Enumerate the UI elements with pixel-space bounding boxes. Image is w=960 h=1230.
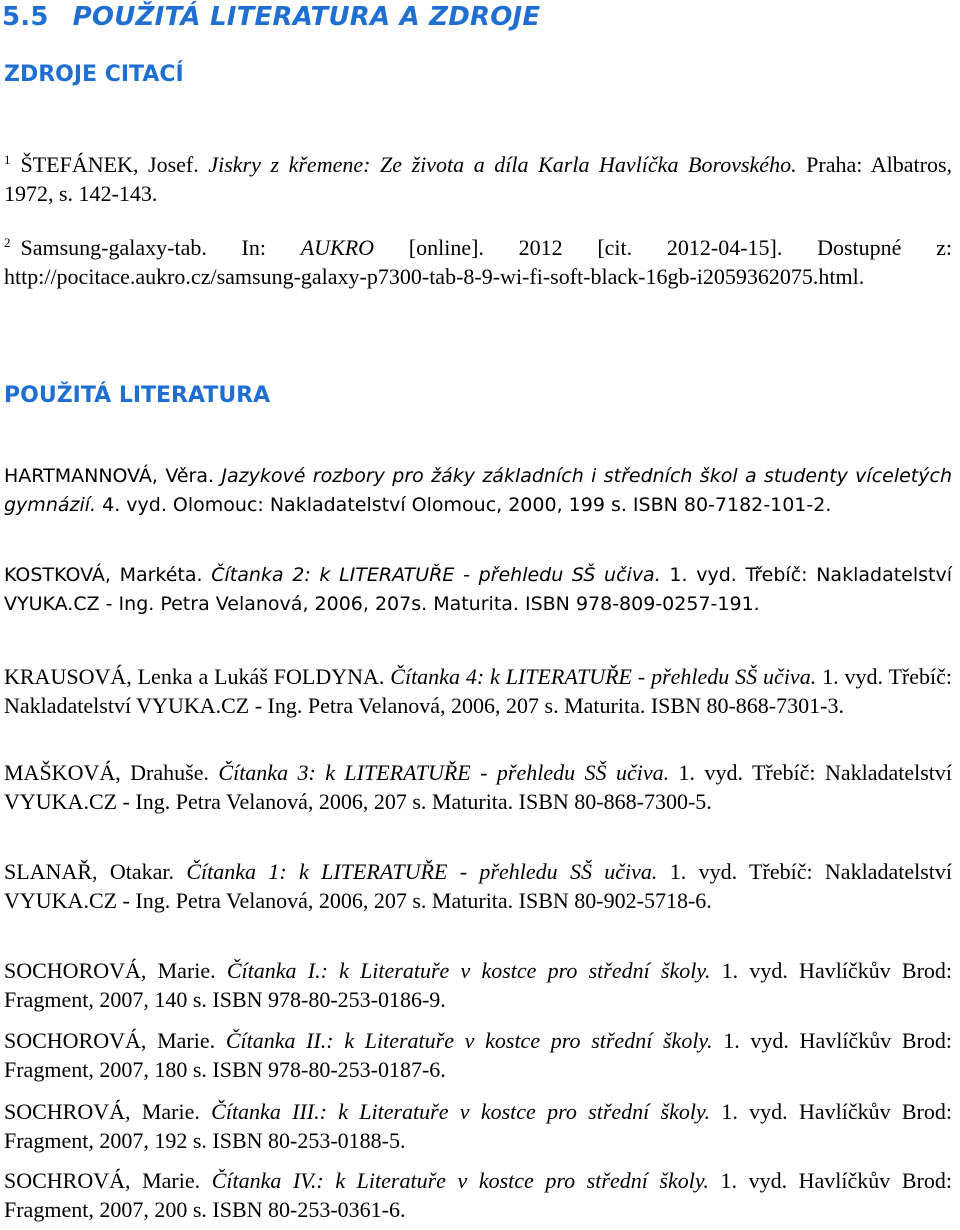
- reference-title: Čítanka IV.: k Literatuře v kostce pro střední školy.: [211, 1168, 709, 1193]
- reference-details: 1. vyd. Třebíč: Nakladatelství VYUKA.CZ - Ing. Petra Velanová, 2006, 207 s. Maturita. ISBN 80-902-5718-6.: [4, 859, 952, 913]
- reference-entry: [4, 758, 952, 816]
- reference-details: 1. vyd. Havlíčkův Brod: Fragment, 2007, 192 s. ISBN 80-253-0188-5.: [4, 1099, 952, 1153]
- reference-title: Čítanka II.: k Literatuře v kostce pro střední školy.: [225, 1028, 713, 1053]
- reference-title: Čítanka 3: k LITERATUŘE - přehledu SŠ učiva.: [218, 760, 670, 785]
- section-title: POUŽITÁ LITERATURA A ZDROJE: [72, 2, 541, 32]
- footnote-title: Jiskry z křemene: Ze života a díla Karla Havlíčka Borovského.: [208, 152, 797, 177]
- reference-author: SLANAŘ, Otakar.: [4, 859, 174, 884]
- reference-title: Jazykové rozbory pro žáky základních i středních škol a studenty víceletých gymnázií.: [4, 465, 952, 516]
- footnote-2: [4, 233, 952, 291]
- reference-details: 4. vyd. Olomouc: Nakladatelství Olomouc, 2000, 199 s. ISBN 80-7182-101-2.: [102, 494, 832, 516]
- reference-entry: [4, 1166, 952, 1224]
- reference-author: SOCHROVÁ, Marie.: [4, 1099, 200, 1124]
- reference-author: KOSTKOVÁ, Markéta.: [4, 564, 203, 586]
- section-heading: [2, 2, 540, 32]
- reference-author: SOCHOROVÁ, Marie.: [4, 958, 216, 983]
- reference-author: SOCHROVÁ, Marie.: [4, 1168, 201, 1193]
- reference-author: MAŠKOVÁ, Drahuše.: [4, 760, 209, 785]
- reference-details: 1. vyd. Havlíčkův Brod: Fragment, 2007, 200 s. ISBN 80-253-0361-6.: [4, 1168, 952, 1222]
- reference-details: 1. vyd. Třebíč: Nakladatelství VYUKA.CZ - Ing. Petra Velanová, 2006, 207s. Maturita. ISBN 978-809-0257-191.: [4, 564, 952, 615]
- reference-author: KRAUSOVÁ, Lenka a Lukáš FOLDYNA.: [4, 664, 385, 689]
- reference-entry: [4, 662, 952, 720]
- reference-entry: [4, 1026, 952, 1084]
- footnote-1: [4, 150, 952, 208]
- reference-details: 1. vyd. Třebíč: Nakladatelství VYUKA.CZ - Ing. Petra Velanová, 2006, 207 s. Maturita. ISBN 80-868-7301-3.: [4, 664, 952, 718]
- footnote-marker: 2: [4, 234, 11, 250]
- reference-title: Čítanka 2: k LITERATUŘE - přehledu SŠ učiva.: [211, 564, 661, 586]
- reference-entry: [4, 857, 952, 915]
- footnote-author: Samsung-galaxy-tab. In:: [20, 235, 266, 260]
- section-number: 5.5: [2, 2, 49, 32]
- citations-heading: ZDROJE CITACÍ: [4, 62, 184, 87]
- reference-title: Čítanka I.: k Literatuře v kostce pro střední školy.: [226, 958, 711, 983]
- footnote-marker: 1: [4, 151, 11, 167]
- footnote-details: [online]. 2012 [cit. 2012-04-15]. Dostupné z: http://pocitace.aukro.cz/samsung-galaxy-p7300-tab-8-9-wi-fi-soft-black-16gb-i2059362075.html.: [4, 235, 952, 289]
- reference-details: 1. vyd. Havlíčkův Brod: Fragment, 2007, 180 s. ISBN 978-80-253-0187-6.: [4, 1028, 952, 1082]
- literature-heading: POUŽITÁ LITERATURA: [4, 383, 271, 408]
- footnote-details: Praha: Albatros, 1972, s. 142-143.: [4, 152, 953, 206]
- reference-entry: [4, 561, 952, 619]
- reference-details: 1. vyd. Třebíč: Nakladatelství VYUKA.CZ - Ing. Petra Velanová, 2006, 207 s. Maturita. ISBN 80-868-7300-5.: [4, 760, 953, 814]
- reference-entry: [4, 1097, 952, 1155]
- reference-title: Čítanka 1: k LITERATUŘE - přehledu SŠ učiva.: [186, 859, 658, 884]
- reference-entry: [4, 462, 952, 520]
- reference-details: 1. vyd. Havlíčkův Brod: Fragment, 2007, 140 s. ISBN 978-80-253-0186-9.: [4, 958, 953, 1012]
- reference-author: SOCHOROVÁ, Marie.: [4, 1028, 216, 1053]
- footnote-author: ŠTEFÁNEK, Josef.: [20, 152, 199, 177]
- reference-author: HARTMANNOVÁ, Věra.: [4, 465, 215, 487]
- reference-title: Čítanka 4: k LITERATUŘE - přehledu SŠ učiva.: [390, 664, 817, 689]
- reference-entry: [4, 956, 952, 1014]
- reference-title: Čítanka III.: k Literatuře v kostce pro střední školy.: [211, 1099, 711, 1124]
- footnote-title: AUKRO: [300, 235, 375, 260]
